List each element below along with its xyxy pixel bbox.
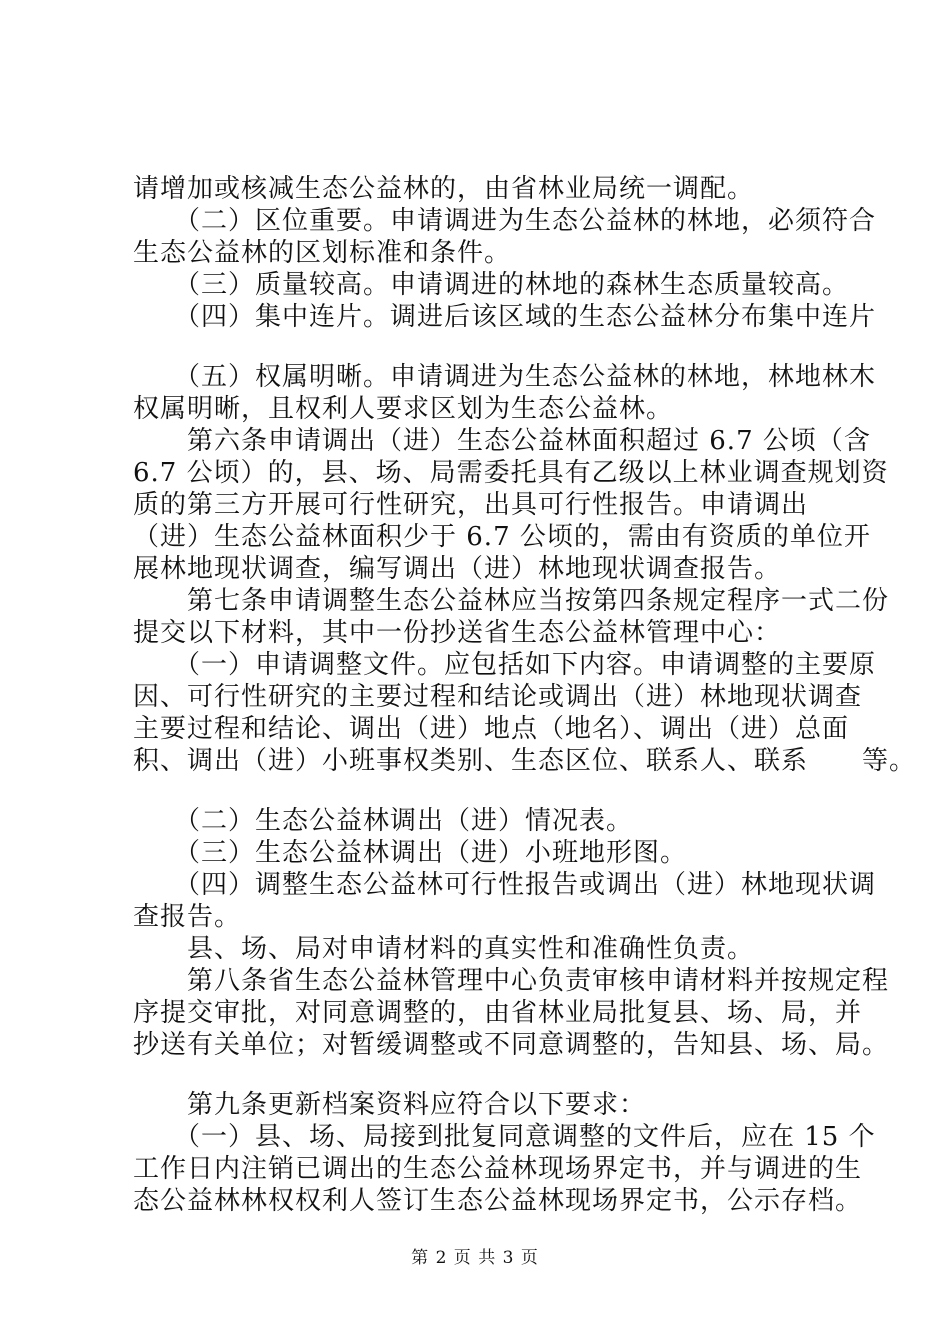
- text-line: 第八条省生态公益林管理中心负责审核申请材料并按规定程: [133, 966, 890, 996]
- text-line: 权属明晰，且权利人要求区划为生态公益林。: [133, 394, 674, 424]
- text-line: 第九条更新档案资料应符合以下要求：: [133, 1090, 647, 1120]
- text-line: 展林地现状调查，编写调出（进）林地现状调查报告。: [133, 554, 782, 584]
- text-line: （四）集中连片。调进后该区域的生态公益林分布集中连片: [133, 302, 877, 332]
- text-line: 工作日内注销已调出的生态公益林现场界定书，并与调进的生: [133, 1154, 863, 1184]
- text-line: 县、场、局对申请材料的真实性和准确性负责。: [133, 934, 755, 964]
- text-line: （五）权属明晰。申请调进为生态公益林的林地，林地林木: [133, 362, 877, 392]
- text-line: 质的第三方开展可行性研究，出具可行性报告。申请调出: [133, 490, 809, 520]
- text-line: 第六条申请调出（进）生态公益林面积超过 6.7 公顷（含: [133, 426, 871, 456]
- text-line: （二）生态公益林调出（进）情况表。: [133, 806, 634, 836]
- text-line: 因、可行性研究的主要过程和结论或调出（进）林地现状调查: [133, 682, 863, 712]
- text-line: 抄送有关单位；对暂缓调整或不同意调整的，告知县、场、局。: [133, 1030, 890, 1060]
- text-line: （一）县、场、局接到批复同意调整的文件后，应在 15 个: [133, 1122, 876, 1152]
- text-line: 态公益林林权权利人签订生态公益林现场界定书，公示存档。: [133, 1186, 863, 1216]
- text-line: 提交以下材料，其中一份抄送省生态公益林管理中心：: [133, 618, 782, 648]
- text-line: （四）调整生态公益林可行性报告或调出（进）林地现状调: [133, 870, 877, 900]
- page-number-footer: 第 2 页 共 3 页: [411, 1248, 539, 1268]
- text-line: （二）区位重要。申请调进为生态公益林的林地，必须符合: [133, 206, 877, 236]
- text-line: 积、调出（进）小班事权类别、生态区位、联系人、联系 等。: [133, 746, 917, 776]
- text-line: 第七条申请调整生态公益林应当按第四条规定程序一式二份: [133, 586, 890, 616]
- text-line: 请增加或核减生态公益林的，由省林业局统一调配。: [133, 174, 755, 204]
- text-line: 查报告。: [133, 902, 242, 932]
- text-line: 6.7 公顷）的，县、场、局需委托具有乙级以上林业调查规划资: [133, 458, 889, 488]
- text-line: （三）生态公益林调出（进）小班地形图。: [133, 838, 688, 868]
- text-line: （一）申请调整文件。应包括如下内容。申请调整的主要原: [133, 650, 877, 680]
- text-line: 主要过程和结论、调出（进）地点（地名）、调出（进）总面: [133, 714, 850, 744]
- text-line: （进）生态公益林面积少于 6.7 公顷的，需由有资质的单位开: [133, 522, 871, 552]
- text-line: 生态公益林的区划标准和条件。: [133, 238, 512, 268]
- text-line: （三）质量较高。申请调进的林地的森林生态质量较高。: [133, 270, 850, 300]
- text-line: 序提交审批，对同意调整的，由省林业局批复县、场、局，并: [133, 998, 863, 1028]
